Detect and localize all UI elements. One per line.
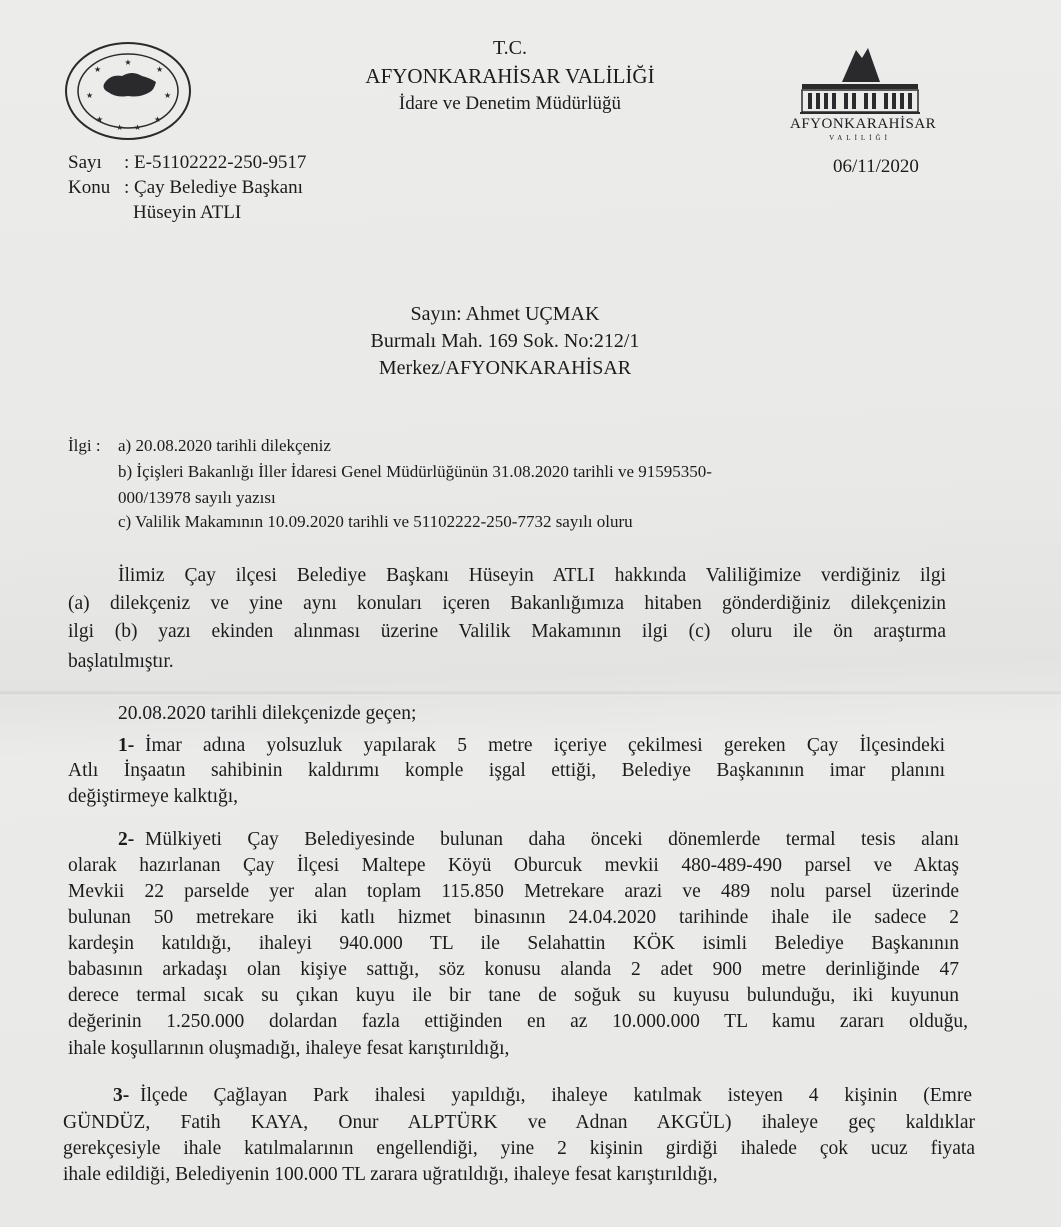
item-line: derece termal sıcak su çıkan kuyu ile bir tane de soğuk su kuyusu bulunduğu, iki kuyunun (68, 985, 959, 1006)
svg-text:★: ★ (116, 123, 124, 132)
konu-line (68, 177, 303, 199)
item-line: Mülkiyeti Çay Belediyesinde bulunan daha önceki dönemlerde termal tesis alanı (145, 829, 959, 850)
item-line: kardeşin katıldığı, ihaleyi 940.000 TL ile Selahattin KÖK isimli Belediye Başkanının (68, 933, 959, 954)
svg-text:★: ★ (94, 65, 102, 74)
sayi-line (68, 152, 306, 174)
addressee-street: Burmalı Mah. 169 Sok. No:212/1 (370, 330, 640, 352)
reference-label: İlgi : (68, 436, 101, 455)
svg-text:★: ★ (124, 58, 132, 67)
sayi-label: Sayı (68, 152, 102, 173)
item-line: GÜNDÜZ, Fatih KAYA, Onur ALPTÜRK ve Adnan AKGÜL) ihaleye geç kaldıklar (63, 1112, 975, 1133)
paragraph-line: (a) dilekçeniz ve yine aynı konuları içeren Bakanlığımıza hitaben gönderdiğiniz dilekçenizin (68, 593, 946, 614)
country-line: T.C. (492, 37, 528, 59)
svg-text:★: ★ (96, 115, 104, 124)
emblem-subtitle: VALİLİĞİ (829, 134, 891, 142)
item-line: Mevkii 22 parselde yer alan toplam 115.850 Metrekare arazi ve 489 nolu parsel üzerinde (68, 881, 959, 902)
emblem-name: AFYONKARAHİSAR (790, 116, 937, 132)
organization-title: AFYONKARAHİSAR VALİLİĞİ (365, 64, 655, 88)
konu-value-cont: Hüseyin ATLI (133, 202, 242, 223)
reference-a: a) 20.08.2020 tarihli dilekçeniz (118, 436, 331, 455)
item-line: ihale edildiği, Belediyenin 100.000 TL zarara uğratıldığı, ihaleye fesat karıştırıldığı, (63, 1164, 718, 1185)
item-line: bulunan 50 metrekare iki katlı hizmet binasının 24.04.2020 tarihinde ihale ile sadece 2 (68, 907, 959, 928)
item-line: değerinin 1.250.000 dolardan fazla ettiğinden en az 10.000.000 TL kamu zararı olduğu, (68, 1011, 968, 1032)
item-line: değiştirmeye kalktığı, (68, 786, 239, 807)
sayi-value: : E-51102222-250-9517 (124, 152, 307, 173)
reference-b-cont: 000/13978 sayılı yazısı (118, 488, 276, 507)
paragraph-line: ilgi (b) yazı ekinden alınması üzerine Valilik Makamının ilgi (c) oluru ile ön araştırma (68, 621, 946, 642)
item-line: babasının arkadaşı olan kişiye sattığı, söz konusu alanda 2 adet 900 metre derinliğinde 47 (68, 959, 959, 980)
letter-header (300, 34, 720, 118)
item-line: İmar adına yolsuzluk yapılarak 5 metre içeriye çekilmesi gereken Çay İlçesindeki (145, 735, 945, 756)
addressee-name: Sayın: Ahmet UÇMAK (410, 303, 600, 325)
svg-text:★: ★ (156, 65, 164, 74)
item-line: Atlı İnşaatın sahibinin kaldırımı komple işgal ettiği, Belediye Başkanının imar planını (68, 760, 945, 781)
paragraph-line: başlatılmıştır. (68, 651, 174, 672)
item-line: ihale koşullarının oluşmadığı, ihaleye fesat karıştırıldığı, (68, 1038, 510, 1059)
reference-c: c) Valilik Makamının 10.09.2020 tarihli ve 51102222-250-7732 sayılı oluru (118, 512, 633, 531)
item-number: 2- (118, 829, 135, 850)
item-number: 3- (113, 1085, 130, 1106)
konu-label: Konu (68, 177, 111, 198)
paper-fold (0, 690, 1061, 696)
reference-b: b) İçişleri Bakanlığı İller İdaresi Genel Müdürlüğünün 31.08.2020 tarihli ve 91595350- (118, 462, 712, 481)
unit-line: İdare ve Denetim Müdürlüğü (398, 93, 622, 114)
paragraph-line: İlimiz Çay ilçesi Belediye Başkanı Hüseyin ATLI hakkında Valiliğimize verdiğiniz ilgi (118, 565, 946, 586)
item-line: olarak hazırlanan Çay İlçesi Maltepe Köyü Oburcuk mevkii 480-489-490 parsel ve Aktaş (68, 855, 959, 876)
konu-value: : Çay Belediye Başkanı (124, 177, 303, 198)
addressee-block (300, 301, 710, 382)
svg-text:★: ★ (154, 115, 162, 124)
svg-text:★: ★ (86, 91, 94, 100)
item-number: 1- (118, 735, 135, 756)
item-line: İlçede Çağlayan Park ihalesi yapıldığı, ihaleye katılmak isteyen 4 kişinin (Emre (140, 1085, 972, 1106)
letter-date: 06/11/2020 (833, 156, 919, 177)
svg-text:★: ★ (164, 91, 172, 100)
intro-line: 20.08.2020 tarihli dilekçenizde geçen; (118, 703, 417, 724)
svg-text:★: ★ (134, 123, 142, 132)
item-line: gerekçesiyle ihale katılmalarının engellendiği, yine 2 kişinin girdiği ihalede çok ucuz fiyata (63, 1138, 975, 1159)
addressee-city: Merkez/AFYONKARAHİSAR (378, 357, 632, 379)
ministry-seal-logo (64, 40, 194, 142)
